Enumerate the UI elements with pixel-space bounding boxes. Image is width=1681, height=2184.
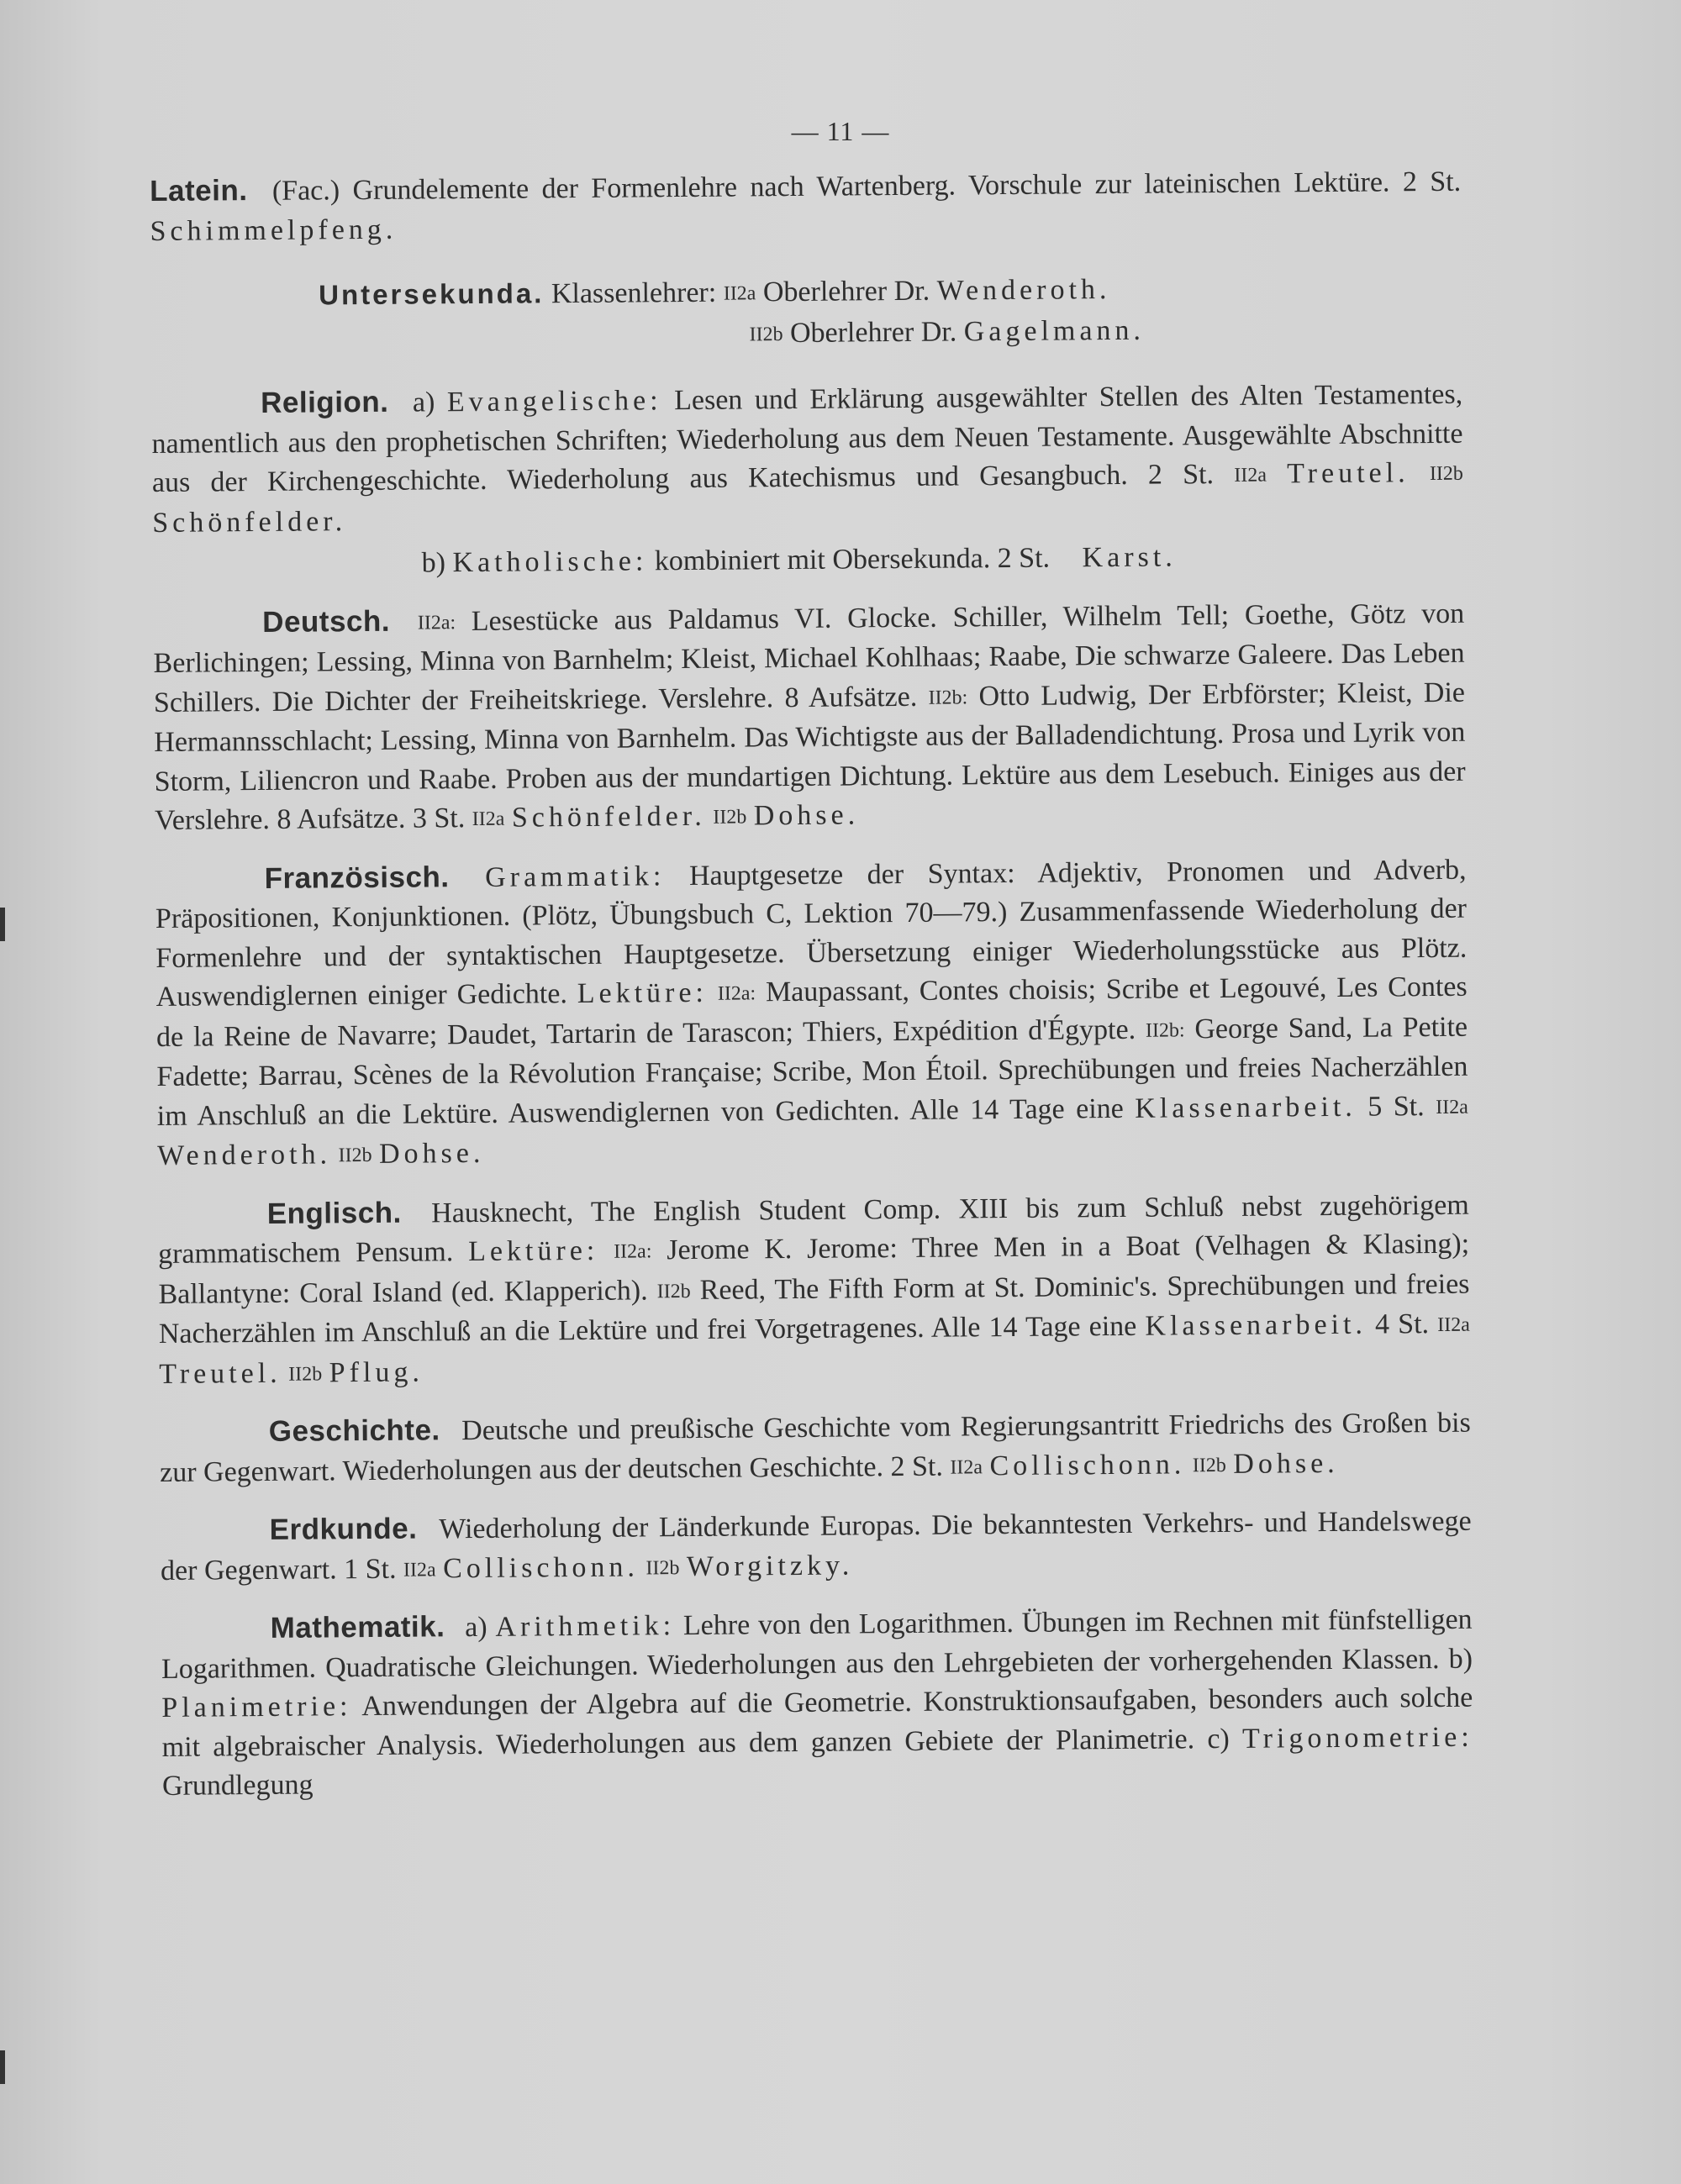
section-erdkunde [161,1502,1473,1592]
class-code: II2a: [417,611,456,634]
teacher-name: Collischonn. [989,1448,1186,1481]
teacher-name: Treutel. [159,1357,282,1390]
section-franzoesisch [155,850,1468,1176]
heading-englisch: Englisch. [266,1196,402,1230]
latein-text: (Fac.) Grundelemente der Formenlehre nach Wartenberg. Vorschule zur lateinischen Lektüre. 2 St. [271,166,1462,207]
scan-edge-mark [0,2050,5,2084]
heading-latein: Latein. [150,174,248,208]
latein-teacher: Schimmelpfeng. [150,213,398,247]
class-title: Untersekunda. [319,277,545,311]
class-header-untersekunda [150,266,1462,360]
section-deutsch [153,593,1466,841]
heading-erdkunde: Erdkunde. [269,1512,418,1546]
section-geschichte [160,1403,1472,1493]
teacher-name: Worgitzky. [686,1549,854,1582]
teacher-name: Collischonn. [442,1550,640,1584]
class-code: II2b [1192,1454,1226,1476]
religion-b-label: b) [421,547,446,579]
religion-a-spaced: Evangelische: [446,385,662,418]
erdkunde-text: Wiederholung der Länderkunde Europas. Die bekanntesten Verkehrs- und Handelswege der Gegenwart. 1 St. [160,1505,1472,1587]
teacher-a-name: Wenderoth. [936,274,1111,307]
teacher-name: Wenderoth. [157,1139,332,1171]
class-code: II2b [646,1556,680,1579]
section-mathematik [161,1600,1473,1807]
teacher-b-prefix: Oberlehrer Dr. [789,316,957,350]
englisch-text-1: Hausknecht, The English Student Comp. XIII bis zum Schluß nebst zugehörigem grammatischem Pensum. [157,1189,1469,1270]
spaced-term: Klassenarbeit. [1145,1308,1367,1342]
section-englisch [158,1185,1471,1395]
teacher-a-prefix: Oberlehrer Dr. [762,275,930,308]
scan-edge-mark [0,908,5,941]
mathematik-b-text: Anwendungen der Algebra auf die Geometrie. Konstruktionsaufgaben, besonders auch solche mit algebraischer Analysis. Wiederholungen aus dem ganzen Gebiete der Planimetrie. [161,1681,1473,1763]
teacher-name: Schönfelder. [511,800,706,834]
class-code: II2b: [928,686,968,709]
class-code: II2a: [717,982,756,1005]
section-latein [150,162,1462,251]
section-religion [151,375,1463,543]
franzoesisch-text-a: Maupassant, Contes choisis; Scribe et Legouvé, Les Contes de la Reine de Navarre; Daudet, Tartarin de Tarascon; Thiers, Expédition d'Égypte. [155,971,1468,1053]
teacher-name: Dohse. [753,799,860,832]
geschichte-text: Deutsche und preußische Geschichte vom Regierungsantritt Friedrichs des Großen bis zur Gegenwart. Wiederholungen aus der deutschen Geschichte. 2 St. [160,1407,1471,1488]
spaced-term: Lektüre: [577,976,709,1010]
class-code: II2a [1234,464,1267,487]
heading-religion: Religion. [261,385,389,419]
teacher-name: Dohse. [378,1137,485,1170]
teacher-name: Karst. [1082,541,1177,574]
page-content [150,162,1473,1825]
heading-deutsch: Deutsch. [262,604,391,639]
class-code: II2b: [1145,1018,1185,1042]
deutsch-text-a: Lesestücke aus Paldamus VI. Glocke. Schiller, Wilhelm Tell; Goethe, Götz von Berlichingen; Lessing, Minna von Barnhelm; Kleist, Michael Kohlhaas; Raabe, Die schwarze Galeere. Das Leben Schillers. Die Dichter der Freiheitskriege. Verslehre. 8 Aufsätze. [153,597,1465,718]
englisch-text-a: Jerome K. Jerome: Three Men in a Boat (Velhagen & Klasing); Ballantyne: Coral Island (ed. Klapperich). [158,1228,1470,1310]
teacher-name: Schönfelder. [152,505,347,539]
religion-a-text: Lesen und Erklärung ausgewählter Stellen des Alten Testamentes, namentlich aus den prophetischen Schriften; Wiederholung aus dem Neuen Testamente. Ausgewählte Abschnitte aus der Kirchengeschichte. Wiederholung aus Katechismus und Gesangbuch. 2 St. [151,378,1463,498]
class-code: II2b [288,1362,323,1386]
teacher-name: Pflug. [329,1355,424,1388]
spaced-term: Grammatik: [484,860,666,893]
heading-franzoesisch: Französisch. [264,860,450,895]
mathematik-a-text: Lehre von den Logarithmen. Übungen im Rechnen mit fünfstelligen Logarithmen. Quadratische Gleichungen. Wiederholungen aus den Lehrgebieten der vorhergehenden Klassen. [161,1603,1473,1685]
class-code: II2b [713,806,747,829]
religion-b [152,536,1463,586]
class-code: II2a [1436,1096,1468,1118]
franzoesisch-text-3: 5 St. [1367,1090,1425,1123]
heading-mathematik: Mathematik. [270,1610,445,1645]
teacher-name: Dohse. [1233,1447,1339,1480]
spaced-term: Lektüre: [467,1234,599,1268]
teacher-name: Treutel. [1287,457,1410,490]
mathematik-c-label: c) [1207,1723,1230,1755]
mathematik-c-text: Grundlegung [161,1769,314,1802]
spaced-term: Klassenarbeit. [1135,1091,1357,1124]
mathematik-a-label: a) [465,1611,487,1644]
class-code: II2b [656,1280,691,1303]
class-code: II2b [1429,462,1463,486]
class-code-b: II2b [749,324,783,346]
deutsch-text-b: Otto Ludwig, Der Erbförster; Kleist, Die Hermannsschlacht; Lessing, Minna von Barnhelm. Das Wichtigste aus der Balladendichtung. Prosa und Lyrik von Storm, Liliencron und Raabe. Proben aus der mundartigen Dichtung. Lektüre aus dem Lesebuch. Einiges aus der Verslehre. 8 Aufsätze. 3 St. [154,676,1466,836]
class-code: II2a: [614,1240,652,1263]
spaced-term: Trigonometrie: [1241,1721,1473,1755]
religion-a-label: a) [412,387,435,418]
spaced-term: Arithmetik: [495,1610,676,1643]
englisch-text-2: 4 St. [1374,1308,1430,1340]
class-teacher-label: Klassenlehrer: [551,276,717,310]
page-number: — 11 — [791,116,890,146]
religion-b-spaced: Katholische: [452,545,648,579]
class-code-a: II2a [723,282,756,305]
heading-geschichte: Geschichte. [268,1413,440,1448]
class-code: II2a [403,1558,436,1581]
spaced-term: Planimetrie: [161,1691,352,1724]
class-code: II2b [338,1144,372,1167]
class-code: II2a [1437,1313,1470,1337]
class-code: II2a [950,1455,983,1479]
franzoesisch-text-1: Hauptgesetze der Syntax: Adjektiv, Pronomen und Adverb, Präpositionen, Konjunktionen. (Plötz, Übungsbuch C, Lektion 70—79.) Zusammenfassende Wiederholung der Formenlehre und der syntaktischen Hauptgesetze. Übersetzung einiger Wiederholungsstücke aus Plötz. Auswendiglernen einiger Gedichte. [155,854,1468,1013]
teacher-b-name: Gagelmann. [963,314,1146,348]
mathematik-b-label: b) [1448,1643,1473,1675]
franzoesisch-text-b: George Sand, La Petite Fadette; Barrau, Scènes de la Révolution Française; Scribe, Mon Étoil. Sprechübungen und freies Nacherzählen im Anschluß an die Lektüre. Auswendiglernen von Gedichten. Alle 14 Tage eine [156,1011,1468,1132]
englisch-text-b: Reed, The Fifth Form at St. Dominic's. Sprechübungen und freies Nacherzählen im Anschluß an die Lektüre und frei Vorgetragenes. Alle 14 Tage eine [158,1268,1470,1350]
religion-b-text: kombiniert mit Obersekunda. 2 St. [654,542,1051,577]
class-code: II2a [472,808,505,831]
